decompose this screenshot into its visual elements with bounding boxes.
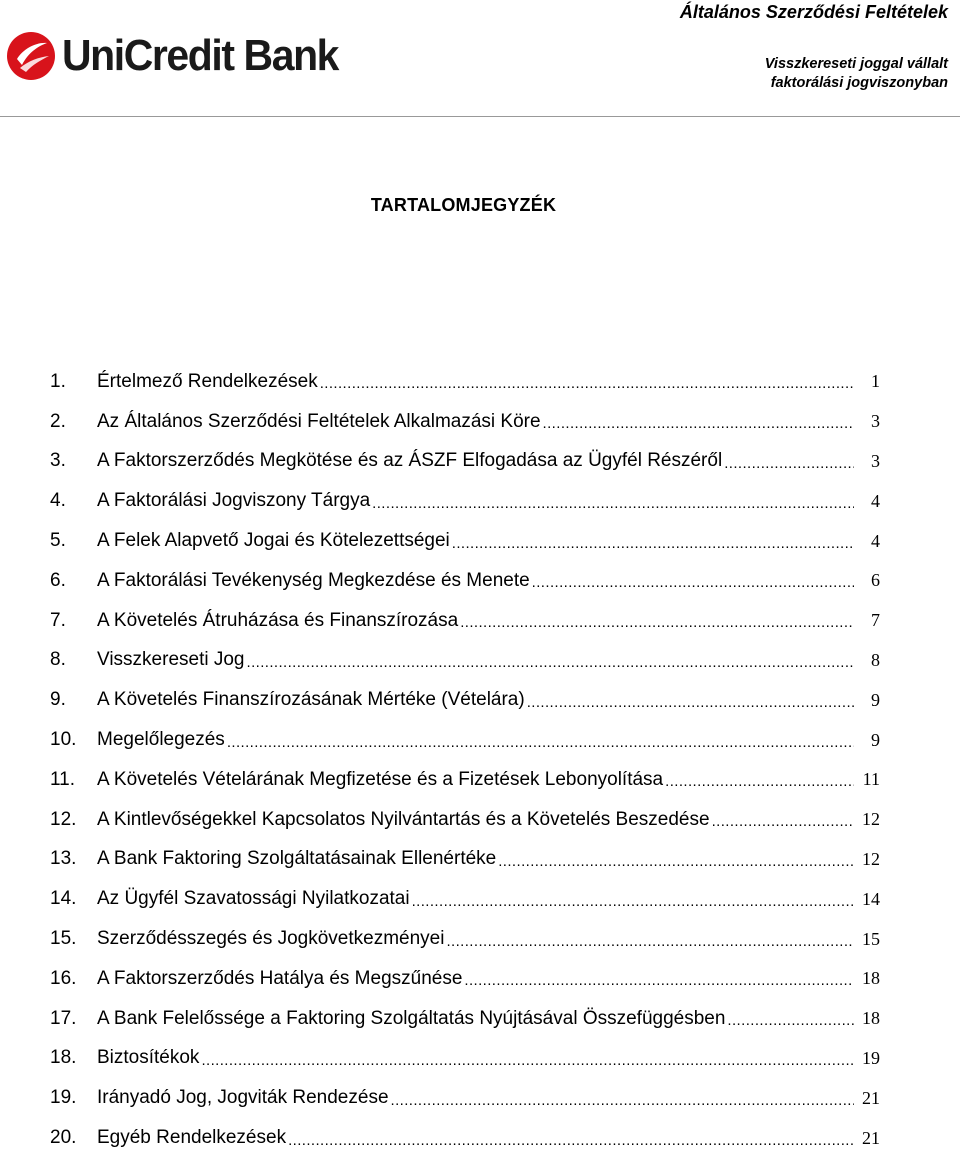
toc-dot-leader xyxy=(412,893,854,910)
toc-entry-number: 15. xyxy=(50,928,77,950)
toc-entry-label: Visszkereseti Jog xyxy=(97,649,245,671)
toc-entry-label: A Követelés Finanszírozásának Mértéke (Vételára) xyxy=(97,689,525,711)
toc-entry[interactable] xyxy=(50,1118,880,1158)
toc-dot-leader xyxy=(498,853,854,870)
toc-entry-page: 3 xyxy=(871,450,880,471)
toc-entry-page: 15 xyxy=(862,928,880,949)
toc-entry-label: Irányadó Jog, Jogviták Rendezése xyxy=(97,1087,389,1109)
toc-entry-number: 3. xyxy=(50,450,66,472)
toc-entry-number: 8. xyxy=(50,649,66,671)
toc-entry-label: A Faktorálási Jogviszony Tárgya xyxy=(97,490,371,512)
toc-dot-leader xyxy=(391,1092,854,1109)
toc-dot-leader xyxy=(543,415,854,432)
toc-entry-number: 16. xyxy=(50,967,77,989)
toc-entry-page: 1 xyxy=(871,371,880,392)
toc-entry-page: 4 xyxy=(871,530,880,551)
toc-entry-label: A Követelés Vételárának Megfizetése és a Fizetések Lebonyolítása xyxy=(97,768,664,790)
page-title: TARTALOMJEGYZÉK xyxy=(370,195,557,215)
toc-entry-number: 14. xyxy=(50,888,77,910)
toc-dot-leader xyxy=(227,734,854,751)
toc-dot-leader xyxy=(464,972,854,989)
toc-entry-page: 3 xyxy=(871,411,880,432)
unicredit-logo-mark-icon xyxy=(6,31,56,81)
toc-dot-leader xyxy=(372,495,854,512)
toc-entry-label: A Felek Alapvető Jogai és Kötelezettségei xyxy=(97,530,450,552)
brand-name: UniCredit Bank xyxy=(62,31,339,80)
toc-entry[interactable] xyxy=(50,680,880,720)
unicredit-logo xyxy=(6,28,359,84)
toc-entry-page: 9 xyxy=(871,729,880,750)
toc-entry-page: 21 xyxy=(862,1087,880,1108)
toc-dot-leader xyxy=(288,1132,854,1149)
toc-entry-label: Megelőlegezés xyxy=(97,729,225,751)
header-subtitle-line-2: faktorálási jogviszonyban xyxy=(770,75,948,91)
toc-entry-page: 18 xyxy=(862,968,880,989)
toc-entry-label: A Bank Faktoring Szolgáltatásainak Ellenértéke xyxy=(97,848,497,870)
toc-entry-number: 6. xyxy=(50,569,66,591)
toc-entry-number: 2. xyxy=(50,410,66,432)
toc-entry[interactable] xyxy=(50,999,880,1039)
toc-entry[interactable] xyxy=(50,800,880,840)
toc-entry-number: 5. xyxy=(50,530,66,552)
toc-entry-number: 10. xyxy=(50,729,77,751)
toc-entry-label: Az Általános Szerződési Feltételek Alkalmazási Köre xyxy=(97,410,541,432)
table-of-contents xyxy=(50,362,880,1158)
header-subtitle-line-1: Visszkereseti joggal vállalt xyxy=(764,56,948,72)
toc-entry-number: 12. xyxy=(50,808,77,830)
toc-entry-label: Az Ügyfél Szavatossági Nyilatkozatai xyxy=(97,888,410,910)
toc-entry[interactable] xyxy=(50,840,880,880)
toc-entry-label: A Faktorálási Tevékenység Megkezdése és Menete xyxy=(97,569,530,591)
toc-entry[interactable] xyxy=(50,879,880,919)
toc-entry-label: Szerződésszegés és Jogkövetkezményei xyxy=(97,928,445,950)
toc-entry-page: 8 xyxy=(871,649,880,670)
toc-entry[interactable] xyxy=(50,760,880,800)
toc-entry-page: 19 xyxy=(862,1047,880,1068)
toc-entry-label: Biztosítékok xyxy=(97,1047,200,1069)
header-title: Általános Szerződési Feltételek xyxy=(679,2,948,22)
toc-entry[interactable] xyxy=(50,919,880,959)
toc-dot-leader xyxy=(460,614,854,631)
toc-entry[interactable] xyxy=(50,481,880,521)
toc-dot-leader xyxy=(247,654,855,671)
toc-dot-leader xyxy=(712,813,854,830)
header-divider xyxy=(0,116,960,117)
toc-dot-leader xyxy=(446,933,854,950)
toc-entry-label: A Faktorszerződés Megkötése és az ÁSZF Elfogadása az Ügyfél Részéről xyxy=(97,450,723,472)
toc-entry-page: 7 xyxy=(871,610,880,631)
toc-entry-number: 13. xyxy=(50,848,77,870)
toc-dot-leader xyxy=(665,773,854,790)
toc-entry-label: A Faktorszerződés Hatálya és Megszűnése xyxy=(97,967,463,989)
toc-entry-label: A Bank Felelőssége a Faktoring Szolgáltatás Nyújtásával Összefüggésben xyxy=(97,1007,726,1029)
toc-entry-label: A Követelés Átruházása és Finanszírozása xyxy=(97,609,459,631)
toc-entry[interactable] xyxy=(50,362,880,402)
header-subtitle xyxy=(765,55,948,93)
toc-dot-leader xyxy=(201,1052,854,1069)
toc-entry[interactable] xyxy=(50,641,880,681)
toc-dot-leader xyxy=(527,694,854,711)
toc-entry-page: 14 xyxy=(862,888,880,909)
toc-entry-page: 12 xyxy=(862,848,880,869)
toc-entry-label: Egyéb Rendelkezések xyxy=(97,1127,287,1149)
toc-entry-page: 9 xyxy=(871,689,880,710)
toc-entry-page: 18 xyxy=(862,1008,880,1029)
toc-entry[interactable] xyxy=(50,442,880,482)
toc-entry-label: Értelmező Rendelkezések xyxy=(97,370,318,392)
toc-entry-number: 20. xyxy=(50,1127,77,1149)
toc-entry[interactable] xyxy=(50,720,880,760)
toc-entry-page: 12 xyxy=(862,809,880,830)
toc-entry[interactable] xyxy=(50,521,880,561)
toc-entry[interactable] xyxy=(50,959,880,999)
toc-entry-number: 17. xyxy=(50,1007,77,1029)
toc-entry-page: 6 xyxy=(871,570,880,591)
toc-entry-number: 19. xyxy=(50,1087,77,1109)
toc-entry-number: 11. xyxy=(50,768,76,790)
toc-entry-page: 21 xyxy=(862,1127,880,1148)
toc-entry[interactable] xyxy=(50,1078,880,1118)
toc-dot-leader xyxy=(724,455,854,472)
toc-entry[interactable] xyxy=(50,561,880,601)
toc-dot-leader xyxy=(452,535,854,552)
toc-entry-number: 9. xyxy=(50,689,66,711)
toc-entry-page: 4 xyxy=(871,490,880,511)
toc-entry-number: 1. xyxy=(50,370,66,392)
toc-entry[interactable] xyxy=(50,402,880,442)
toc-dot-leader xyxy=(320,375,854,392)
toc-entry-number: 4. xyxy=(50,490,66,512)
toc-dot-leader xyxy=(532,574,854,591)
toc-entry-number: 18. xyxy=(50,1047,77,1069)
toc-entry-number: 7. xyxy=(50,609,66,631)
toc-entry[interactable] xyxy=(50,601,880,641)
toc-entry-label: A Kintlevőségekkel Kapcsolatos Nyilvántartás és a Követelés Beszedése xyxy=(97,808,710,830)
toc-entry[interactable] xyxy=(50,1039,880,1079)
toc-entry-page: 11 xyxy=(862,769,880,790)
toc-dot-leader xyxy=(727,1012,854,1029)
